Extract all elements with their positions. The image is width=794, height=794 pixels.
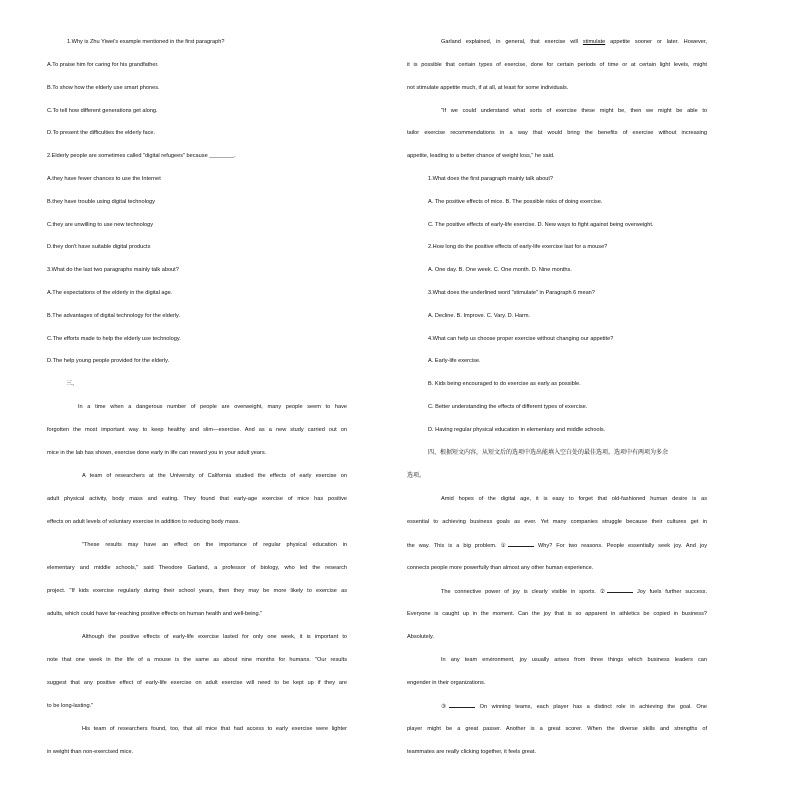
passage-line: note that one week in the life of a mouse is the same as about nine months for humans. "Our results <box>47 657 347 663</box>
passage-line: adults, which could have far-reaching positive effects on human health and well-being." <box>47 611 263 617</box>
option: D. Having regular physical education in elementary and middle schools. <box>428 427 606 433</box>
option: D.The help young people provided for the elderly. <box>47 358 170 364</box>
answer-blank[interactable] <box>508 541 534 547</box>
passage-line: not stimulate appetite much, if at all, at least for some individuals. <box>407 85 569 91</box>
passage-line: "These results may have an effect on the importance of regular physical education in <box>82 542 347 548</box>
option: C. The positive effects of early-life exercise. D. New ways to fight against being overweight. <box>428 222 654 228</box>
passage-text: appetite sooner or later. However, <box>610 39 707 45</box>
passage-line: player might be a great passer. Another is a great scorer. When the diverse skills and strengths of <box>407 726 707 732</box>
option: A. One day. B. One week. C. One month. D. Nine months. <box>428 267 572 273</box>
passage-text: the way. This is a big problem. <box>407 543 497 549</box>
passage-line: to be long-lasting." <box>47 703 94 709</box>
option: A. The positive effects of mice. B. The possible risks of doing exercise. <box>428 199 603 205</box>
passage-line: elementary and middle schools," said Theodore Garland, a professor of biology, who led the research <box>47 565 347 571</box>
blank-marker: ① <box>500 543 508 549</box>
underlined-word: stimulate <box>582 39 606 45</box>
passage-line: "If we could understand what sorts of exercise these might be, then we might be able to <box>441 108 707 114</box>
section-instruction: 四、根据短文内容，从短文后的选项中选出能填入空白处的最佳选项。选项中有两项为多余 <box>428 449 669 456</box>
option: A.they have fewer chances to use the Internet <box>47 176 161 182</box>
passage-line: effects on adult levels of voluntary exercise in addition to reducing body mass. <box>47 519 240 525</box>
passage-line: In a time when a dangerous number of people are overweight, many people seem to have <box>78 404 347 410</box>
passage-line: Amid hopes of the digital age, it is easy to forget that old-fashioned human desire is as <box>441 496 707 502</box>
option: B.To show how the elderly use smart phones. <box>47 85 160 91</box>
passage-line: essential to achieving business goals as ever. Yet many companies struggle because their cultures get in <box>407 519 707 525</box>
passage-line: adult physical activity, body mass and eating. They found that early-age exercise of mice has positive <box>47 496 347 502</box>
passage-line: appetite, leading to a better chance of weight loss," he said. <box>407 153 555 159</box>
question-stem: 1.Why is Zhu Yiwei's example mentioned in the first paragraph? <box>67 39 225 45</box>
passage-text: Garland explained, in general, that exercise will <box>441 39 579 45</box>
question-stem: 4.What can help us choose proper exercise without changing our appetite? <box>428 336 614 342</box>
question-stem: 2.Elderly people are sometimes called "digital refugees" because ________. <box>47 153 236 159</box>
passage-line: connects people more powerfully than almost any other human experience. <box>407 565 594 571</box>
option: D.they don't have suitable digital products <box>47 244 151 250</box>
option: C.The efforts made to help the elderly use technology. <box>47 336 181 342</box>
passage-line: suggest that any positive effect of early-life exercise on adult exercise will need to be kept up if they are <box>47 680 347 686</box>
option: C.To tell how different generations get along. <box>47 108 158 114</box>
answer-blank[interactable] <box>449 702 475 708</box>
passage-line: project. "If kids exercise regularly during their school years, then they may be more likely to exercise as <box>47 588 347 594</box>
passage-line <box>407 541 707 549</box>
option: A. Decline. B. Improve. C. Vary. D. Harm. <box>428 313 531 319</box>
option: D.To present the difficulties the elderly face. <box>47 130 156 136</box>
passage-line: Everyone is caught up in the moment. Can the joy that is so apparent in athletics be copied in business? <box>407 611 707 617</box>
passage-line: His team of researchers found, too, that all mice that had access to early exercise were lighter <box>82 726 347 732</box>
passage-line: A team of researchers at the University of California studied the effects of early exercise on <box>82 473 347 479</box>
passage-line: tailor exercise recommendations in a way that would bring the benefits of exercise without increasing <box>407 130 707 136</box>
passage-text: Joy fuels further success. <box>637 589 707 595</box>
question-stem: 2.How long do the positive effects of early-life exercise last for a mouse? <box>428 244 608 250</box>
section-instruction: 选项。 <box>407 472 426 479</box>
option: B.they have trouble using digital technology <box>47 199 155 205</box>
blank-marker: ② <box>599 589 608 595</box>
section-heading: 三、 <box>66 380 79 387</box>
question-stem: 3.What do the last two paragraphs mainly talk about? <box>47 267 179 273</box>
passage-text: The connective power of joy is clearly visible in sports. <box>441 589 596 595</box>
passage-line: forgotten the most important way to keep healthy and slim—exercise. And as a new study carried out on <box>47 427 347 433</box>
passage-line <box>441 702 707 710</box>
option: A.To praise him for caring for his grandfather. <box>47 62 159 68</box>
option: B. Kids being encouraged to do exercise as early as possible. <box>428 381 581 387</box>
passage-text: Why? For two reasons. People essentially seek joy. And joy <box>537 543 707 549</box>
passage-line: it is possible that certain types of exercise, done for certain periods of time or at certain light levels, might <box>407 62 707 68</box>
question-stem: 3.What does the underlined word "stimulate" in Paragraph 6 mean? <box>428 290 595 296</box>
question-stem: 1.What does the first paragraph mainly talk about? <box>428 176 553 182</box>
passage-line: mice in the lab has shown, exercise done early in life can reward you in your adult years. <box>47 450 267 456</box>
option: C. Better understanding the effects of different types of exercise. <box>428 404 588 410</box>
passage-text: On winning teams, each player has a distinct role in achieving the goal. One <box>479 704 708 710</box>
passage-line: in weight than non-exercised mice. <box>47 749 134 755</box>
passage-line: Absolutely. <box>407 634 434 640</box>
passage-line <box>441 587 707 595</box>
option: A.The expectations of the elderly in the digital age. <box>47 290 173 296</box>
passage-line: engender in their organizations. <box>407 680 486 686</box>
passage-line <box>441 38 707 46</box>
passage-line: Although the positive effects of early-life exercise lasted for only one week, it is important to <box>82 634 347 640</box>
blank-marker: ③ <box>441 704 450 710</box>
passage-line: In any team environment, joy usually arises from three things which business leaders can <box>441 657 707 663</box>
option: A. Early-life exercise. <box>428 358 481 364</box>
option: C.they are unwilling to use new technology <box>47 222 154 228</box>
passage-line: teammates are really clicking together, it feels great. <box>407 749 537 755</box>
answer-blank[interactable] <box>607 587 633 593</box>
option: B.The advantages of digital technology for the elderly. <box>47 313 180 319</box>
